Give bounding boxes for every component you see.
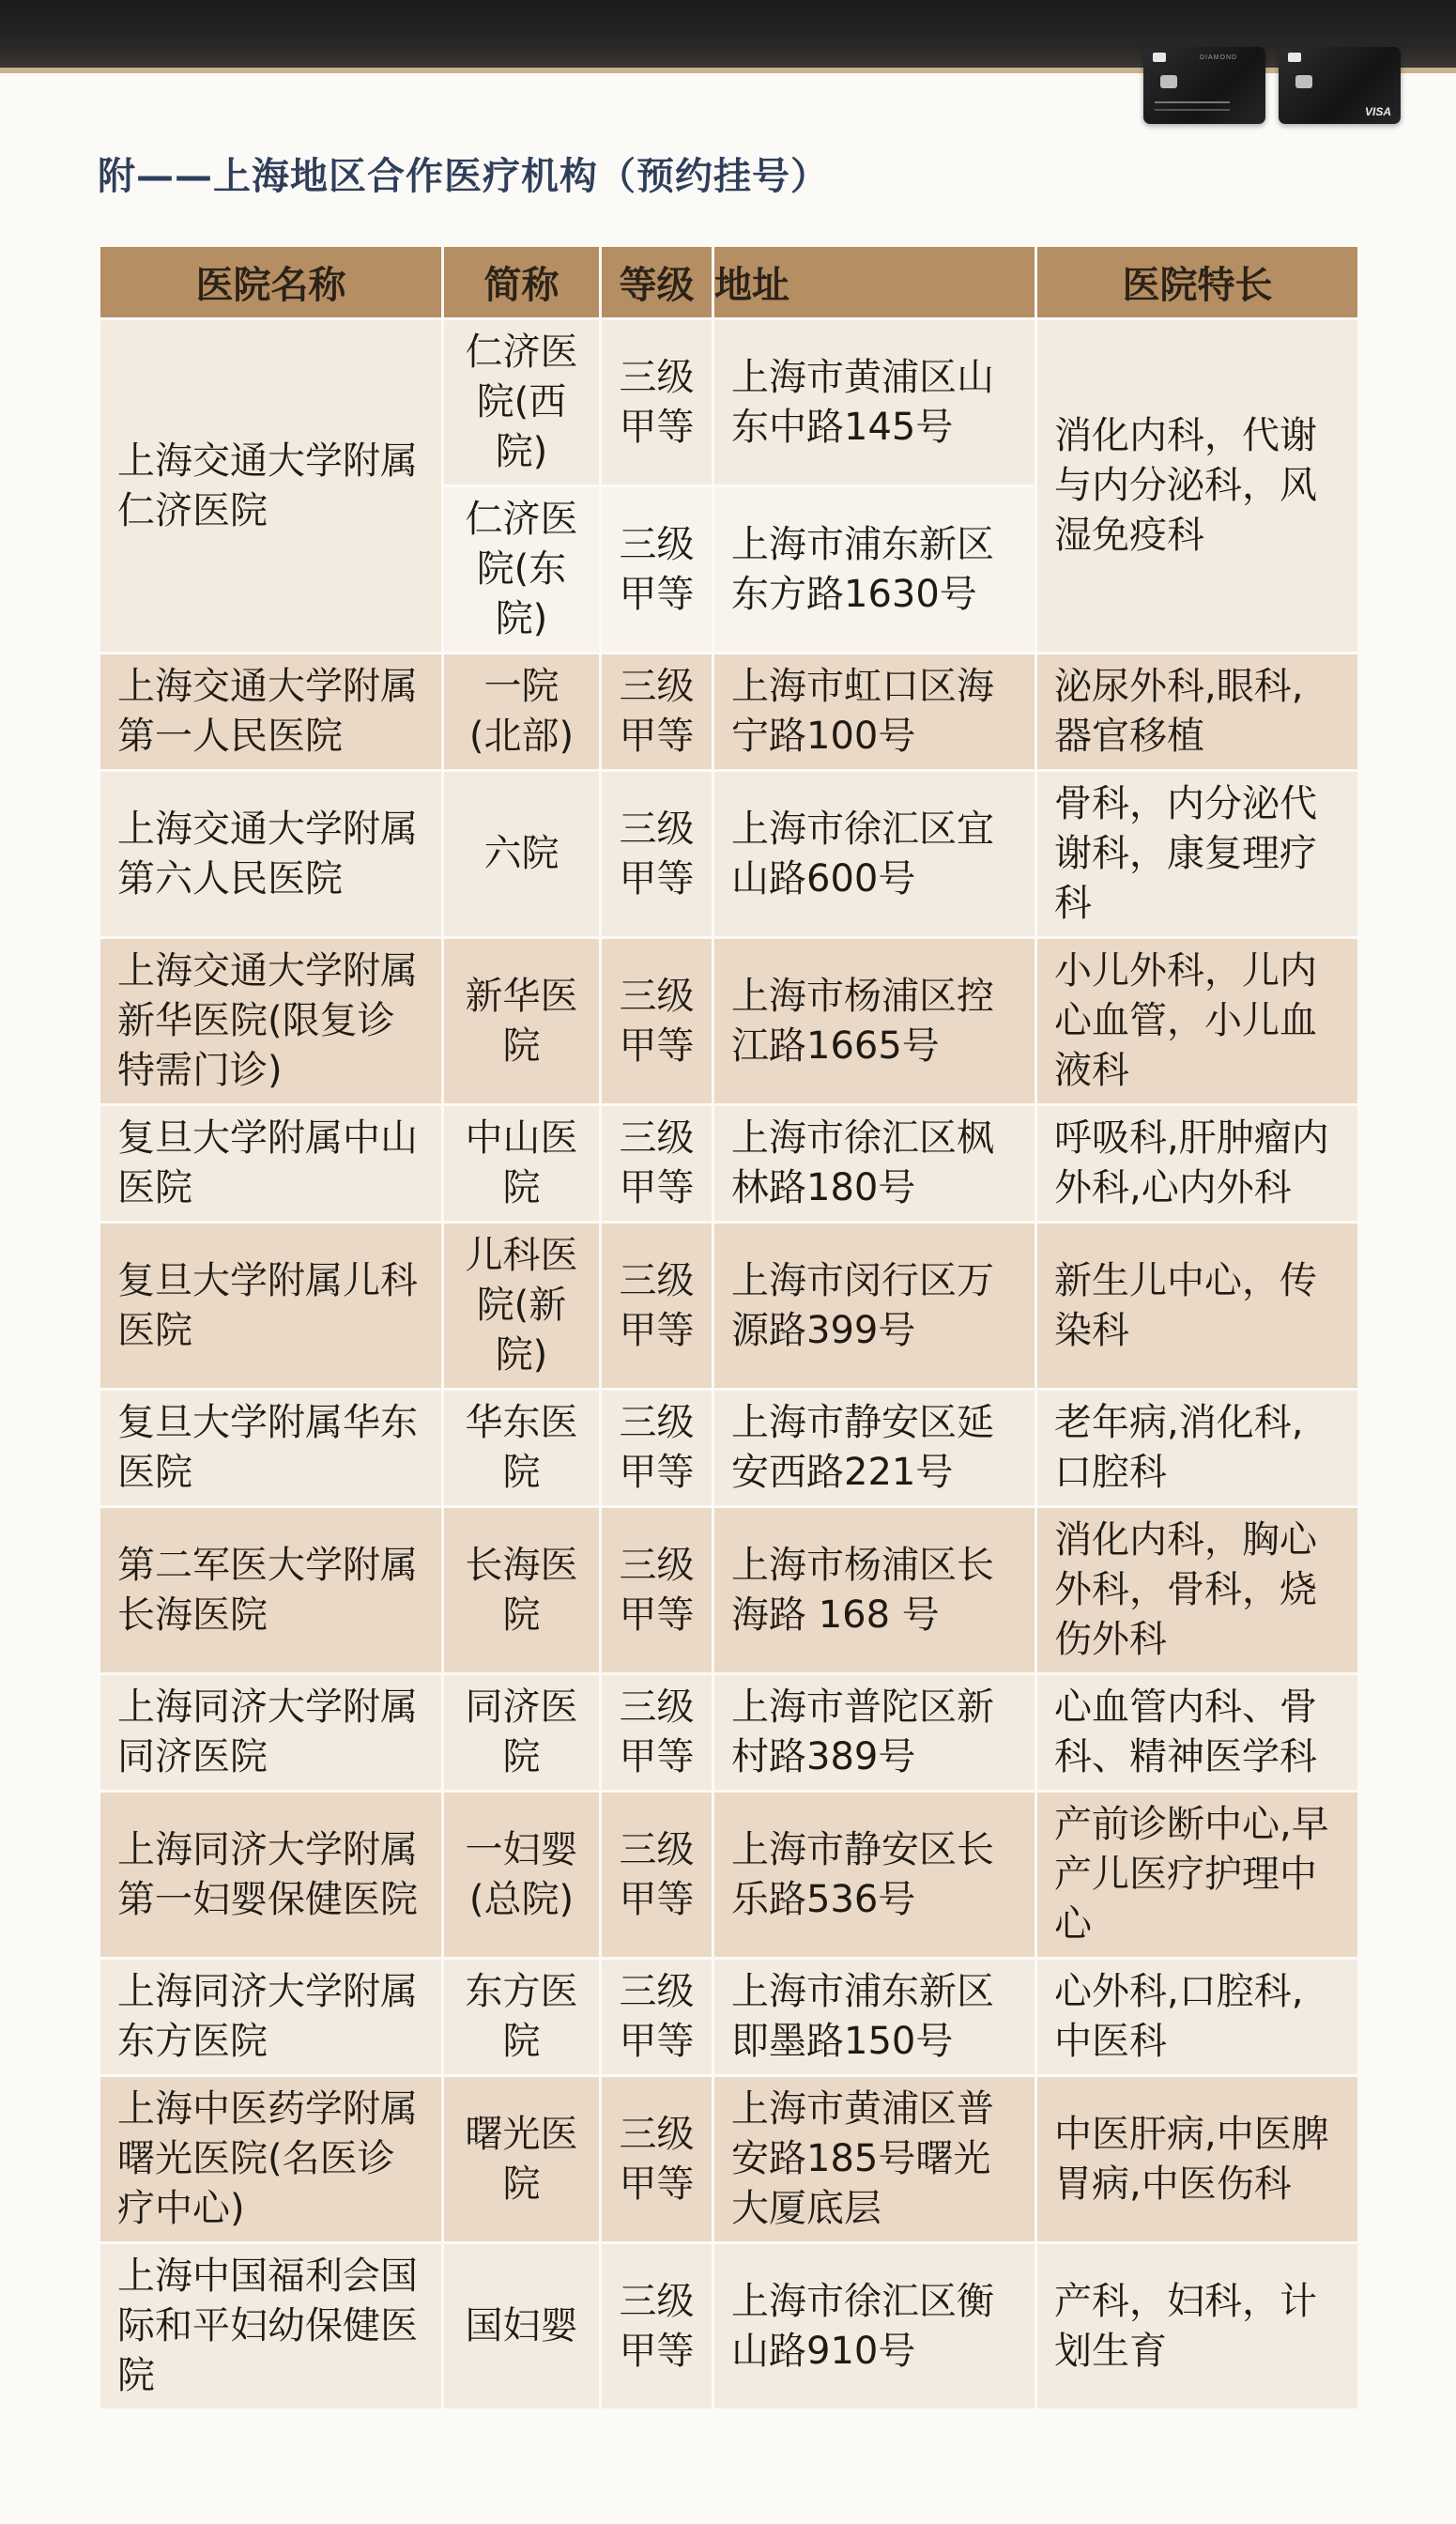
cell-specialty: 泌尿外科,眼科,器官移植 [1036, 654, 1359, 771]
cell-address: 上海市徐汇区枫林路180号 [713, 1105, 1036, 1223]
cell-specialty: 呼吸科,肝肿瘤内外科,心内外科 [1036, 1105, 1359, 1223]
table-row [100, 2076, 1359, 2243]
cell-abbreviation: 华东医院 [443, 1390, 601, 1507]
cell-specialty: 老年病,消化科,口腔科 [1036, 1390, 1359, 1507]
visa-card-image [1279, 47, 1401, 124]
cell-grade: 三级甲等 [601, 1105, 713, 1223]
cell-specialty: 中医肝病,中医脾胃病,中医伤科 [1036, 2076, 1359, 2243]
header-address: 地址 [713, 246, 1036, 319]
bank-logo-icon [1153, 53, 1166, 62]
cell-abbreviation: 同济医院 [443, 1674, 601, 1792]
table-row [100, 938, 1359, 1105]
cell-abbreviation: 长海医院 [443, 1507, 601, 1674]
cell-grade: 三级甲等 [601, 938, 713, 1105]
cell-grade: 三级甲等 [601, 1674, 713, 1792]
cell-hospital-name: 复旦大学附属儿科医院 [100, 1223, 443, 1390]
bank-card-images [1143, 47, 1406, 131]
table-row [100, 319, 1359, 486]
cell-address: 上海市徐汇区衡山路910号 [713, 2243, 1036, 2410]
table-row [100, 1390, 1359, 1507]
cell-hospital-name: 上海交通大学附属第一人民医院 [100, 654, 443, 771]
cell-specialty: 心血管内科、骨科、精神医学科 [1036, 1674, 1359, 1792]
page-title: 附——上海地区合作医疗机构（预约挂号） [98, 155, 829, 198]
cell-grade: 三级甲等 [601, 486, 713, 654]
cell-grade: 三级甲等 [601, 1792, 713, 1959]
table-row [100, 1507, 1359, 1674]
cell-address: 上海市普陀区新村路389号 [713, 1674, 1036, 1792]
cell-abbreviation: 儿科医院(新院) [443, 1223, 601, 1390]
cell-address: 上海市静安区长乐路536号 [713, 1792, 1036, 1959]
cell-hospital-name: 上海交通大学附属仁济医院 [100, 319, 443, 654]
cell-address: 上海市杨浦区控江路1665号 [713, 938, 1036, 1105]
cell-hospital-name: 上海交通大学附属新华医院(限复诊特需门诊) [100, 938, 443, 1105]
table-row [100, 1959, 1359, 2076]
cell-address: 上海市徐汇区宜山路600号 [713, 771, 1036, 938]
cell-address: 上海市静安区延安西路221号 [713, 1390, 1036, 1507]
cell-specialty: 消化内科，胸心外科，骨科，烧伤外科 [1036, 1507, 1359, 1674]
cell-specialty: 骨科，内分泌代谢科，康复理疗科 [1036, 771, 1359, 938]
cell-abbreviation: 国妇婴 [443, 2243, 601, 2410]
cell-address: 上海市黄浦区普安路185号曙光大厦底层 [713, 2076, 1036, 2243]
cell-abbreviation: 一院(北部) [443, 654, 601, 771]
table-row [100, 1674, 1359, 1792]
cell-hospital-name: 上海中医药学附属曙光医院(名医诊疗中心) [100, 2076, 443, 2243]
cell-hospital-name: 复旦大学附属中山医院 [100, 1105, 443, 1223]
cell-address: 上海市闵行区万源路399号 [713, 1223, 1036, 1390]
cell-specialty: 小儿外科，儿内心血管，小儿血液科 [1036, 938, 1359, 1105]
cell-grade: 三级甲等 [601, 2076, 713, 2243]
cell-abbreviation: 东方医院 [443, 1959, 601, 2076]
table-row [100, 771, 1359, 938]
cell-abbreviation: 仁济医院(东院) [443, 486, 601, 654]
table-row [100, 2243, 1359, 2410]
cell-grade: 三级甲等 [601, 654, 713, 771]
cell-address: 上海市黄浦区山东中路145号 [713, 319, 1036, 486]
cell-hospital-name: 复旦大学附属华东医院 [100, 1390, 443, 1507]
cell-grade: 三级甲等 [601, 1223, 713, 1390]
cell-abbreviation: 中山医院 [443, 1105, 601, 1223]
header-grade: 等级 [601, 246, 713, 319]
cell-grade: 三级甲等 [601, 1959, 713, 2076]
cell-grade: 三级甲等 [601, 1390, 713, 1507]
cell-hospital-name: 上海同济大学附属第一妇婴保健医院 [100, 1792, 443, 1959]
cell-grade: 三级甲等 [601, 1507, 713, 1674]
table-row [100, 1105, 1359, 1223]
header-specialty: 医院特长 [1036, 246, 1359, 319]
card-chip-icon [1295, 75, 1312, 88]
cell-abbreviation: 新华医院 [443, 938, 601, 1105]
bank-logo-icon [1288, 53, 1301, 62]
cell-specialty: 产科，妇科，计划生育 [1036, 2243, 1359, 2410]
cell-abbreviation: 一妇婴(总院) [443, 1792, 601, 1959]
table-row [100, 1223, 1359, 1390]
cell-hospital-name: 第二军医大学附属长海医院 [100, 1507, 443, 1674]
cell-grade: 三级甲等 [601, 2243, 713, 2410]
visa-logo: VISA [1364, 105, 1391, 118]
diamond-card-image [1143, 47, 1265, 124]
cell-specialty: 新生儿中心，传染科 [1036, 1223, 1359, 1390]
cell-hospital-name: 上海同济大学附属同济医院 [100, 1674, 443, 1792]
cell-grade: 三级甲等 [601, 319, 713, 486]
cell-address: 上海市杨浦区长海路 168 号 [713, 1507, 1036, 1674]
cell-specialty: 产前诊断中心,早产儿医疗护理中心 [1036, 1792, 1359, 1959]
cell-address: 上海市浦东新区东方路1630号 [713, 486, 1036, 654]
cell-grade: 三级甲等 [601, 771, 713, 938]
cell-abbreviation: 曙光医院 [443, 2076, 601, 2243]
header-hospital-name: 医院名称 [100, 246, 443, 319]
header-abbreviation: 简称 [443, 246, 601, 319]
cell-abbreviation: 仁济医院(西院) [443, 319, 601, 486]
hospital-table [98, 244, 1360, 2411]
cell-hospital-name: 上海中国福利会国际和平妇幼保健医院 [100, 2243, 443, 2410]
card-number-lines [1155, 101, 1230, 111]
table-row [100, 654, 1359, 771]
cell-abbreviation: 六院 [443, 771, 601, 938]
cell-address: 上海市浦东新区即墨路150号 [713, 1959, 1036, 2076]
cell-specialty: 消化内科，代谢与内分泌科，风湿免疫科 [1036, 319, 1359, 654]
table-row [100, 1792, 1359, 1959]
card-chip-icon [1160, 75, 1177, 88]
card-word: DIAMOND [1200, 54, 1238, 61]
cell-specialty: 心外科,口腔科,中医科 [1036, 1959, 1359, 2076]
cell-hospital-name: 上海交通大学附属第六人民医院 [100, 771, 443, 938]
cell-address: 上海市虹口区海宁路100号 [713, 654, 1036, 771]
table-header-row [100, 246, 1359, 319]
cell-hospital-name: 上海同济大学附属东方医院 [100, 1959, 443, 2076]
